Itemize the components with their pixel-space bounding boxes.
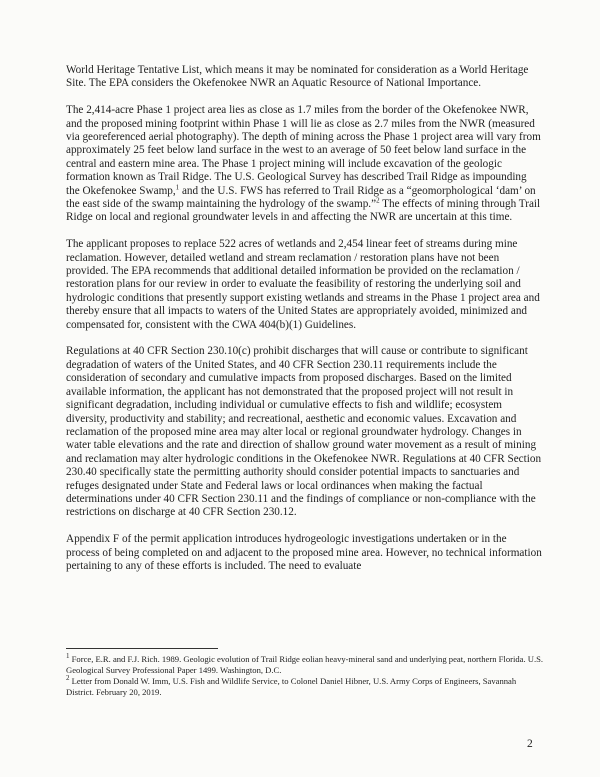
footnote-marker: 1 [66,652,70,661]
body-text [66,64,542,587]
paragraph-appendix-f-text: Appendix F of the permit application introduces hydrogeologic investigations undertaken or in the process of being completed on and adjacent to the proposed mine area. However, no technical information pertaining to any of these efforts is included. The need to evaluate [66,533,542,572]
footnote-ref-2: 2 [376,196,380,205]
footnote-2 [66,676,546,698]
paragraph-phase1-text-a: The 2,414-acre Phase 1 project area lies as close as 1.7 miles from the border of the Okefenokee NWR, and the proposed mining footprint within Phase 1 will lie as close as 2.7 miles from the NWR (measured via georeferenced aerial photography). The depth of mining across the Phase 1 project area will vary from approximately 25 feet below land surface in the west to an average of 50 feet below land surface in the central and eastern mine area. The Phase 1 project mining will include excavation of the geologic formation known as Trail Ridge. The U.S. Geological Survey has described Trail Ridge as impounding the Okefenokee Swamp, [66,104,541,197]
footnote-text: Force, E.R. and F.J. Rich. 1989. Geologic evolution of Trail Ridge eolian heavy-mineral sand and underlying peat, northern Florida. U.S. Geological Survey Professional Paper 1499. Washington, D.C. [66,654,544,675]
paragraph-heritage [66,64,542,91]
paragraph-reclamation [66,238,542,332]
paragraph-appendix-f [66,533,542,573]
paragraph-heritage-text: World Heritage Tentative List, which means it may be nominated for consideration as a World Heritage Site. The EPA considers the Okefenokee NWR an Aquatic Resource of National Importance. [66,64,529,90]
paragraph-regulations [66,345,542,519]
footnote-marker: 2 [66,674,70,683]
footnotes [66,654,546,698]
footnote-ref-1: 1 [175,182,180,191]
paragraph-reclamation-text: The applicant proposes to replace 522 acres of wetlands and 2,454 linear feet of streams during mine reclamation. However, detailed wetland and stream reclamation / restoration plans have not been provided. The EPA recommends that additional detailed information be provided on the reclamation / restoration plans for our review in order to evaluate the feasibility of restoring the underlying soil and hydrologic conditions that presently support existing wetlands and streams in the Phase 1 project area and thereby ensure that all impacts to waters of the United States are appropriately avoided, minimized and compensated for, consistent with the CWA 404(b)(1) Guidelines. [66,238,540,331]
paragraph-phase1-text-c: The effects of mining through Trail Ridge on local and regional groundwater levels in and affecting the NWR are uncertain at this time. [66,198,541,224]
paragraph-regulations-text: Regulations at 40 CFR Section 230.10(c) prohibit discharges that will cause or contribute to significant degradation of waters of the United States, and 40 CFR Section 230.11 requirements include the consideration of secondary and cumulative impacts from proposed discharges. Based on the limited available information, the applicant has not demonstrated that the proposed project will not result in significant degradation, including individual or cumulative effects to fish and wildlife; ecosystem diversity, productivity and stability; and recreational, aesthetic and economic values. Excavation and reclamation of the proposed mine area may alter local or regional groundwater hydrology. Changes in water table elevations and the rate and direction of shallow ground water movement as a result of mining and reclamation may alter hydrologic conditions in the Okefenokee NWR. Regulations at 40 CFR Section 230.40 specifically state the permitting authority should consider potential impacts to sanctuaries and refuges designated under State and Federal laws or local ordinances when making the factual determinations under 40 CFR Section 230.11 and the findings of compliance or non-compliance with the restrictions on discharge at 40 CFR Section 230.12. [66,345,542,519]
footnote-text: Letter from Donald W. Imm, U.S. Fish and Wildlife Service, to Colonel Daniel Hibner, U.S. Army Corps of Engineers, Savannah District. February 20, 2019. [66,676,517,697]
paragraph-phase1-text-b: and the U.S. FWS has referred to Trail Ridge as a “geomorphological ‘dam’ on the east side of the swamp maintaining the hydrology of the swamp.” [66,184,536,211]
footnote-divider [66,648,218,649]
footnote-1 [66,654,546,676]
page-number: 2 [527,738,533,750]
paragraph-phase1-area [66,104,542,225]
